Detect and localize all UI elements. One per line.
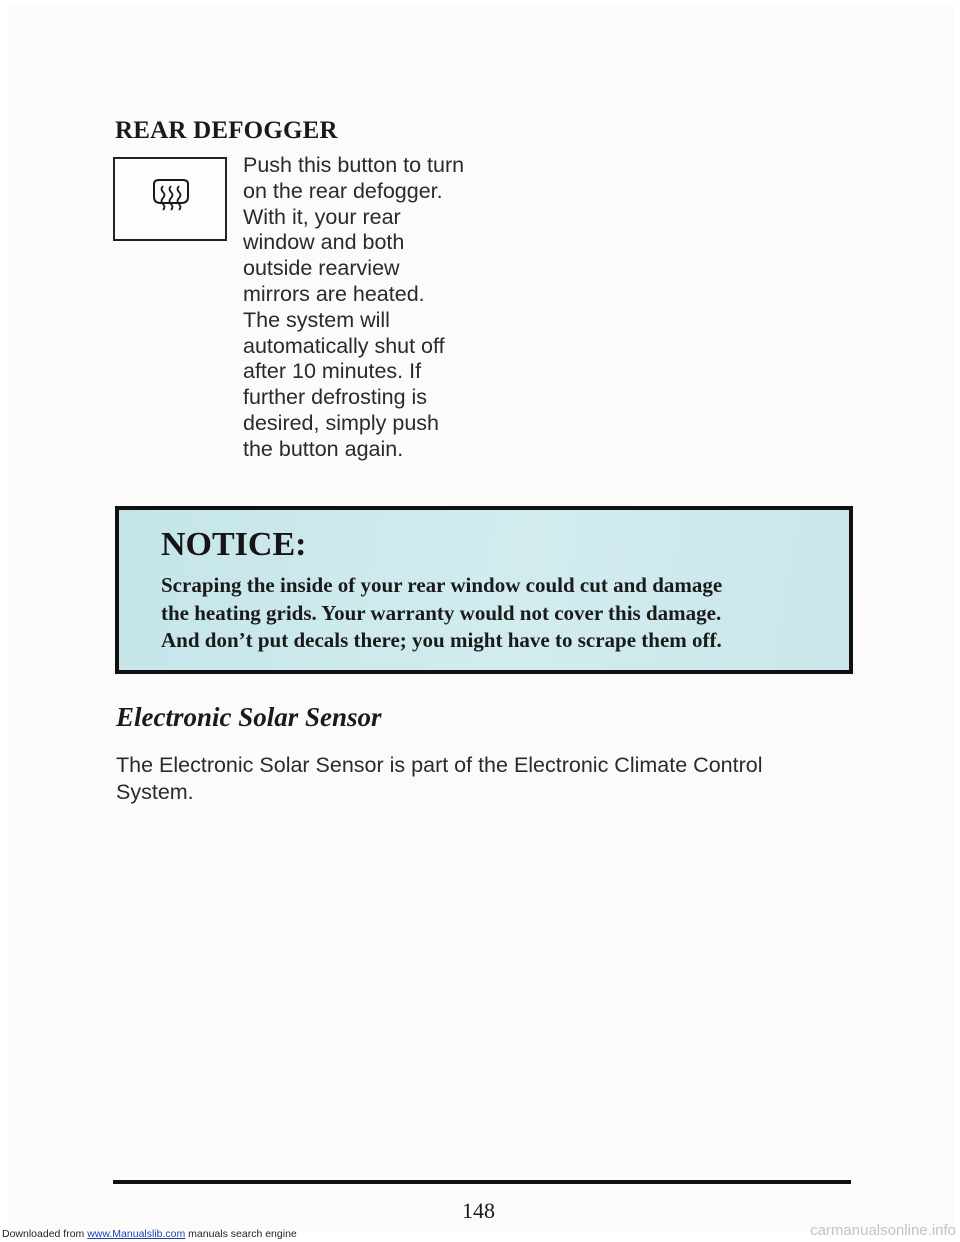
defogger-description: Push this button to turn on the rear defogger. With it, your rear window and both outside rearview mirrors are heated. The system will automatically shut off after 10 minutes. If further defrosting is desired, simply push the button again.: [243, 153, 465, 461]
page-number: 148: [462, 1198, 495, 1223]
download-credit-suffix: manuals search engine: [185, 1228, 297, 1240]
solar-sensor-text: The Electronic Solar Sensor is part of the Electronic Climate Control System.: [116, 753, 763, 804]
download-credit: [2, 1228, 297, 1240]
site-watermark: carmanualsonline.info: [810, 1222, 956, 1239]
notice-text: Scraping the inside of your rear window could cut and damage the heating grids. Your warranty would not cover this damage. And don’t put decals there; you might have to scrape them off.: [161, 573, 723, 652]
notice-box: [115, 506, 853, 674]
footer-rule: [113, 1180, 851, 1184]
download-credit-prefix: Downloaded from: [2, 1228, 88, 1240]
section-heading: REAR DEFOGGER: [115, 117, 338, 144]
notice-title: NOTICE:: [161, 526, 307, 563]
solar-sensor-title: Electronic Solar Sensor: [116, 702, 382, 732]
defogger-button-frame: [113, 157, 227, 241]
rear-defogger-icon: [151, 177, 191, 221]
manualslib-link[interactable]: www.Manualslib.com: [87, 1228, 186, 1240]
